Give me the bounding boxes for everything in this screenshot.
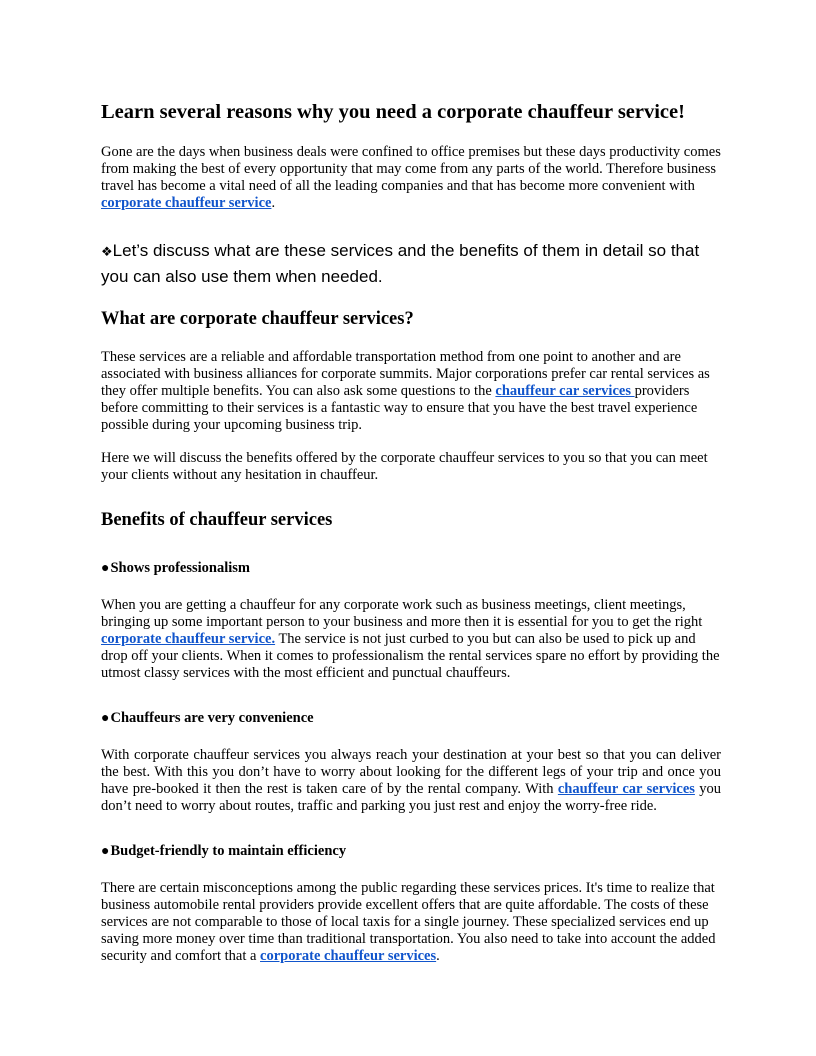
benefit-text-after: The service is not just curbed to you but can also be used to pick up and drop off your clients. When it comes to professionalism the rental services spare no effort by providing the utmost classy services with the most efficient and punctual chauffeurs. — [101, 631, 720, 681]
benefit-paragraph-convenience — [101, 747, 721, 815]
intro-paragraph — [101, 144, 721, 212]
what-text-before: These services are a reliable and affordable transportation method from one point to another and are associated with business alliances for corporate summits. Major corporations prefer car rental services as they offer multiple benefits. You can also ask some questions to the — [101, 349, 710, 399]
benefit-title: Budget-friendly to maintain efficiency — [110, 843, 347, 859]
diamond-bullet-icon: ❖ — [101, 244, 113, 259]
chauffeur-car-services-link-2[interactable]: chauffeur car services — [557, 781, 695, 797]
page-title: Learn several reasons why you need a corporate chauffeur service! — [101, 101, 685, 123]
section-heading-what: What are corporate chauffeur services? — [101, 309, 414, 329]
intro-end: . — [271, 195, 276, 211]
corporate-chauffeur-service-link[interactable]: corporate chauffeur service. — [101, 631, 276, 647]
section-heading-benefits: Benefits of chauffeur services — [101, 510, 333, 530]
callout-text: Let’s discuss what are these services and the benefits of them in detail so that you can also use them when needed. — [101, 241, 700, 286]
document-page — [101, 98, 721, 981]
bullet-icon: ● — [101, 844, 110, 859]
benefit-text-before: With corporate chauffeur services you always reach your destination at your best so that you can deliver the best. With this you don’t have to worry about looking for the different legs of your trip and once you have pre-booked it then the rest is taken care of by the rental company. With — [101, 747, 721, 797]
bullet-icon: ● — [101, 711, 110, 726]
what-paragraph-2: Here we will discuss the benefits offered by the corporate chauffeur services to you so that you can meet your clients without any hesitation in chauffeur. — [101, 450, 708, 483]
chauffeur-car-services-link[interactable]: chauffeur car services — [495, 383, 635, 399]
callout-paragraph — [101, 238, 721, 289]
corporate-chauffeur-services-link[interactable]: corporate chauffeur services — [260, 948, 437, 964]
benefit-text-before: When you are getting a chauffeur for any corporate work such as business meetings, client meetings, bringing up some important person to your business and more then it is essential for you to get the right — [101, 597, 703, 630]
benefit-heading-budget — [101, 841, 721, 862]
benefit-title: Shows professionalism — [110, 560, 250, 576]
benefit-text-before: There are certain misconceptions among the public regarding these services prices. It's time to realize that business automobile rental providers provide excellent offers that are quite affordable. The costs of these services are not comparable to those of local taxis for a single journey. These specialized services end up saving more money over time than traditional transportation. You also need to take into account the added security and comfort that a — [101, 880, 716, 964]
intro-link[interactable]: corporate chauffeur service — [101, 195, 272, 211]
benefit-heading-convenience — [101, 708, 721, 729]
benefit-text-end: . — [436, 948, 440, 964]
benefit-paragraph-budget — [101, 880, 721, 965]
benefit-title: Chauffeurs are very convenience — [110, 710, 314, 726]
benefit-heading-professionalism — [101, 558, 721, 579]
what-text-after: providers before committing to their services is a fantastic way to ensure that you have the best travel experience possible during your upcoming business trip. — [101, 383, 698, 433]
benefit-text-after: you don’t need to worry about routes, traffic and parking you just rest and enjoy the worry-free ride. — [101, 781, 722, 814]
bullet-icon: ● — [101, 561, 110, 576]
intro-text: Gone are the days when business deals were confined to office premises but these days productivity comes from making the best of every opportunity that may come from any parts of the world. Therefore business travel has become a vital need of all the leading companies and that has become more convenient with — [101, 144, 721, 194]
benefit-paragraph-professionalism — [101, 597, 721, 682]
what-paragraph-1 — [101, 349, 721, 434]
